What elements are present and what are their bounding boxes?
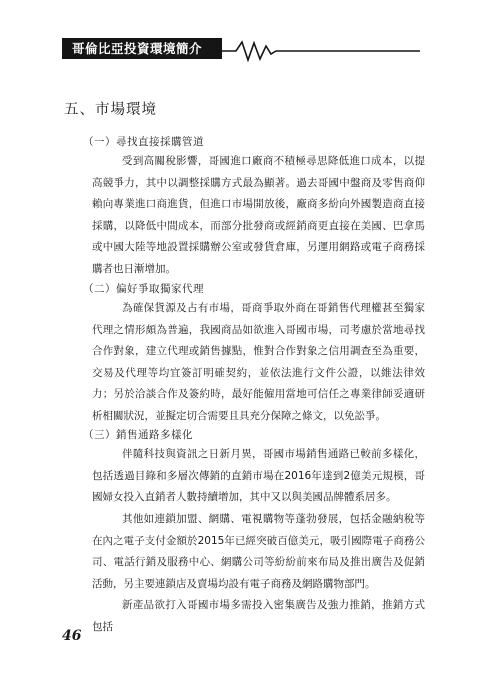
paragraph-1: 受到高關稅影響，哥國進口廠商不積極尋思降低進口成本，以提高競爭力，其中以調整採購方式最為顯著。過去哥國中盤商及零售商仰賴向專業進口商進貨，但進口市場開放後，廠商多紛向外國製造商直接採購，以降低中間成本，而部分批發商或經銷商更直接在美國、巴拿馬或中國大陸等地設置採購辦公室或發貨倉庫，另運用網路或電子商務採購者也日漸增加。 (92, 155, 425, 275)
paragraph-3: 伴隨科技與資訊之日新月異，哥國市場銷售通路已較前多樣化，包括透過目錄和多層次傳銷的直銷市場在2016年達到2億美元規模，哥國婦女投入直銷者人數持續增加，其中又以與美國品牌體系居多。 (92, 448, 425, 504)
subsection-label-2: （二）偏好爭取獨家代理 (83, 283, 204, 295)
subsection-label-1: （一）尋找直接採購管道 (83, 136, 204, 148)
header-heartbeat-line (0, 38, 480, 64)
page-number: 46 (62, 628, 82, 644)
section-heading: 五、市場環境 (64, 102, 157, 118)
paragraph-4: 其他如連鎖加盟、網購、電視購物等蓬勃發展，包括金融納稅等在內之電子支付金額於2015年已經突破百億美元，吸引國際電子商務公司、電話行銷及服務中心、網購公司等紛紛前來布局及推出廣告及促銷活動，另主要連鎖店及賣場均設有電子商務及網路購物部門。 (92, 513, 425, 590)
subsection-label-3: （三）銷售通路多樣化 (83, 429, 193, 441)
paragraph-5: 新產品欲打入哥國市場多需投入密集廣告及強力推銷，推銷方式包括 (92, 599, 425, 633)
header-title: 哥倫比亞投資環境簡介 (72, 41, 203, 56)
paragraph-2: 為確保貨源及占有市場，哥商爭取外商在哥銷售代理權甚至獨家代理之情形頗為普遍，我國商品如欲進入哥國市場，司考慮於當地尋找合作對象，建立代理或銷售據點，惟對合作對象之信用調查至為重要，交易及代理等均宜簽訂明確契約，並依法進行文件公證，以維法律效力；另於洽談合作及簽約時，最好能僱用當地可信任之專業律師妥適研析相關狀況，並擬定切合需要且具充分保障之條文，以免訟爭。 (92, 302, 425, 422)
